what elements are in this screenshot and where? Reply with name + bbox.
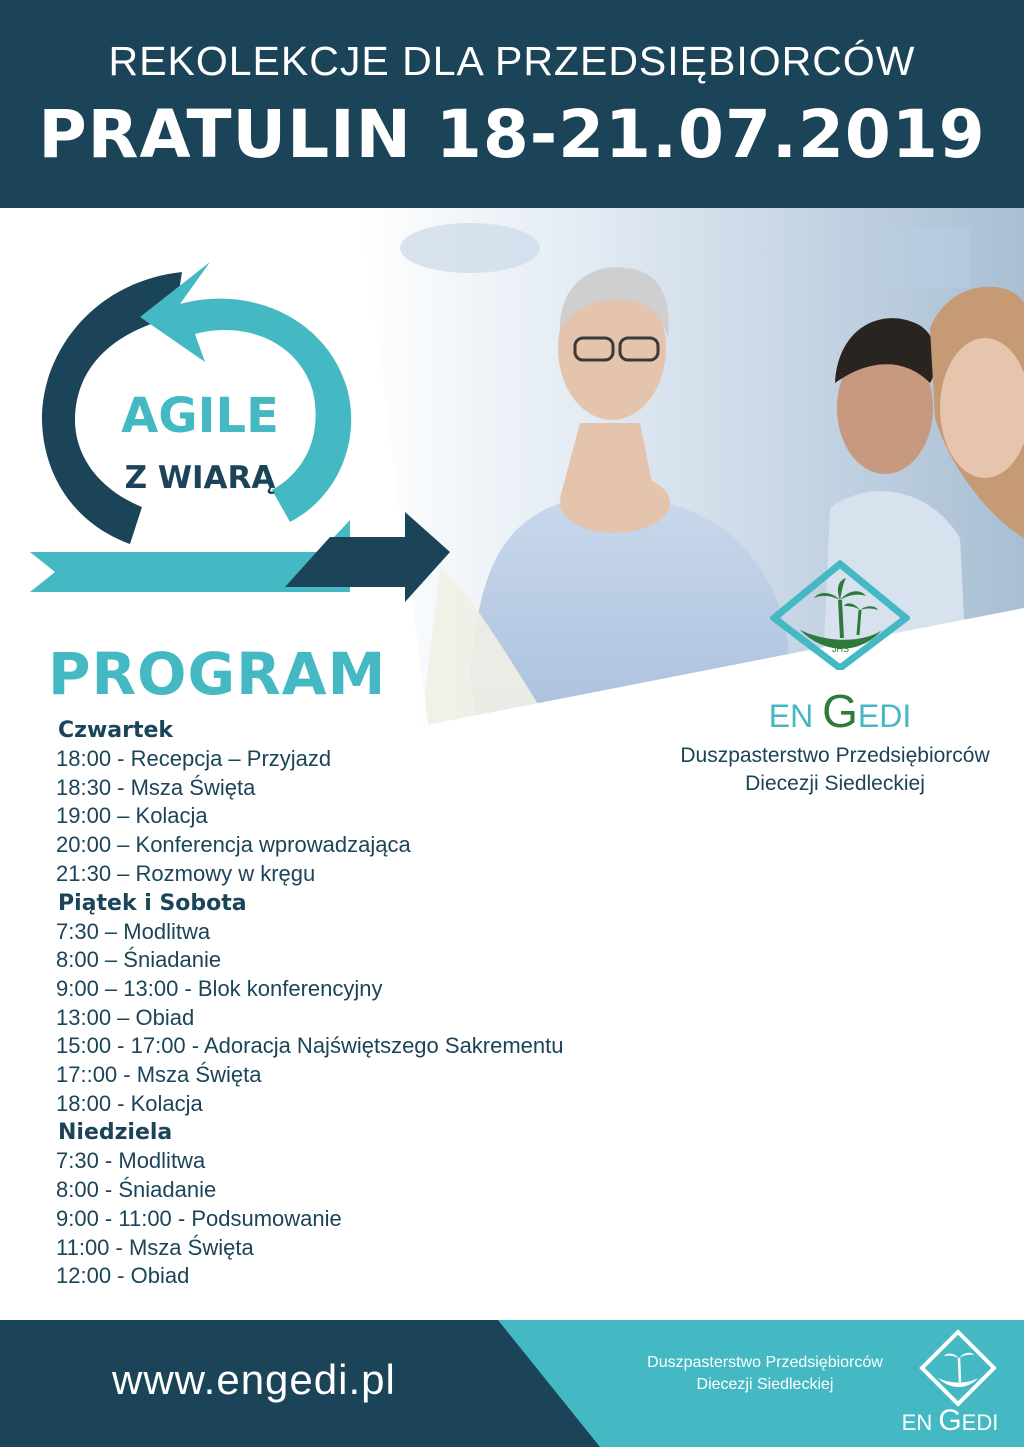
- logo-edi: EDI: [857, 698, 912, 734]
- day-heading: Czwartek: [58, 718, 174, 743]
- schedule-item: 7:30 – Modlitwa: [56, 918, 211, 944]
- schedule-item: 15:00 - 17:00 - Adoracja Najświętszego Sakrementu: [56, 1033, 564, 1059]
- schedule-item: 19:00 – Kolacja: [56, 803, 208, 829]
- org-line-2: Diecezji Siedleckiej: [745, 772, 925, 795]
- schedule-item: 8:00 – Śniadanie: [56, 947, 222, 973]
- schedule-item: 17::00 - Msza Święta: [56, 1062, 262, 1088]
- day-heading: Niedziela: [58, 1120, 173, 1146]
- day-heading: Piątek i Sobota: [58, 890, 247, 916]
- footer-org-line-2: Diecezji Siedleckiej: [696, 1376, 834, 1393]
- org-line-1: Duszpasterstwo Przedsiębiorców: [680, 744, 990, 767]
- logo-emblem-letters: JHS: [832, 644, 850, 654]
- schedule-item: 11:00 - Msza Święta: [56, 1234, 254, 1260]
- schedule-item: 8:00 - Śniadanie: [56, 1177, 217, 1203]
- en-gedi-logo-icon: [770, 560, 910, 670]
- program-title: PROGRAM: [48, 640, 387, 708]
- footer-logo-icon: [918, 1328, 998, 1408]
- footer-logo-edi: EDI: [961, 1410, 999, 1435]
- agile-title: AGILE: [121, 388, 279, 444]
- logo-wordmark: [730, 684, 950, 738]
- schedule-item: 21:30 – Rozmowy w kręgu: [56, 860, 316, 886]
- schedule-item: 18:30 - Msza Święta: [56, 774, 256, 800]
- agile-subtitle: Z WIARĄ: [124, 460, 276, 496]
- organization-name: [650, 742, 1020, 798]
- footer-logo-wordmark: [880, 1404, 1020, 1438]
- schedule-item: 20:00 – Konferencja wprowadzająca: [56, 832, 411, 858]
- schedule-item: 9:00 - 11:00 - Podsumowanie: [56, 1205, 342, 1231]
- schedule-item: 12:00 - Obiad: [56, 1263, 190, 1289]
- header-banner: [0, 0, 1024, 208]
- schedule-item: 13:00 – Obiad: [56, 1004, 195, 1030]
- schedule-item: 9:00 – 13:00 - Blok konferencyjny: [56, 975, 383, 1001]
- schedule-item: 7:30 - Modlitwa: [56, 1148, 206, 1174]
- header-subtitle: REKOLEKCJE DLA PRZEDSIĘBIORCÓW: [108, 38, 916, 84]
- website-url[interactable]: www.engedi.pl: [112, 1356, 396, 1403]
- schedule-item: 18:00 - Kolacja: [56, 1090, 203, 1116]
- schedule-item: 18:00 - Recepcja – Przyjazd: [56, 746, 332, 771]
- footer-org-line-1: Duszpasterstwo Przedsiębiorców: [647, 1354, 883, 1371]
- footer-logo-g: G: [938, 1404, 962, 1437]
- program-schedule: [52, 716, 692, 1291]
- logo-en: EN: [768, 698, 823, 734]
- footer-logo-en: EN: [901, 1410, 939, 1435]
- footer-organization: [600, 1352, 930, 1396]
- logo-g: G: [822, 685, 858, 737]
- header-title: PRATULIN 18-21.07.2019: [38, 96, 986, 173]
